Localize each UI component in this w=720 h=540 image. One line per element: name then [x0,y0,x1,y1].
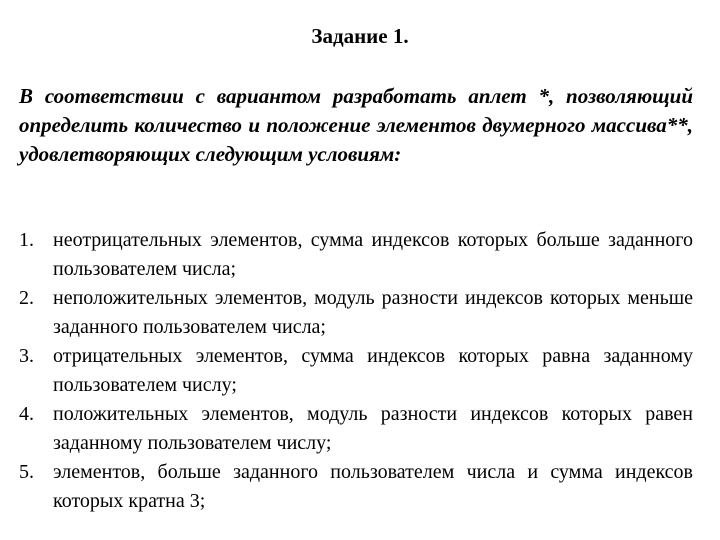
condition-text: положительных элементов, модуль разности индексов которых равен заданному пользователем числу; [53,403,693,454]
condition-text: отрицательных элементов, сумма индексов которых равна заданному пользователем числу; [53,345,693,396]
condition-number: 3. [19,345,34,367]
condition-number: 5. [19,461,34,483]
condition-text: неотрицательных элементов, сумма индексов которых больше заданного пользователем числа; [53,229,693,280]
condition-number: 1. [19,229,34,251]
condition-item [19,400,693,458]
condition-text: неположительных элементов, модуль разности индексов которых меньше заданного пользователем числа; [53,287,693,338]
condition-number: 4. [19,403,34,425]
condition-item [19,284,693,342]
task-title: Задание 1. [311,24,409,48]
condition-item [19,226,693,284]
conditions-list [19,226,693,516]
condition-item [19,342,693,400]
condition-text: элементов, больше заданного пользователем числа и сумма индексов которых кратна 3; [53,461,693,512]
task-description: В соответствии с вариантом разработать аплет *, позволяющий определить количество и положение элементов двумерного массива**, удовлетворяющих следующим условиям: [19,84,693,166]
condition-item [19,458,693,516]
condition-number: 2. [19,287,34,309]
